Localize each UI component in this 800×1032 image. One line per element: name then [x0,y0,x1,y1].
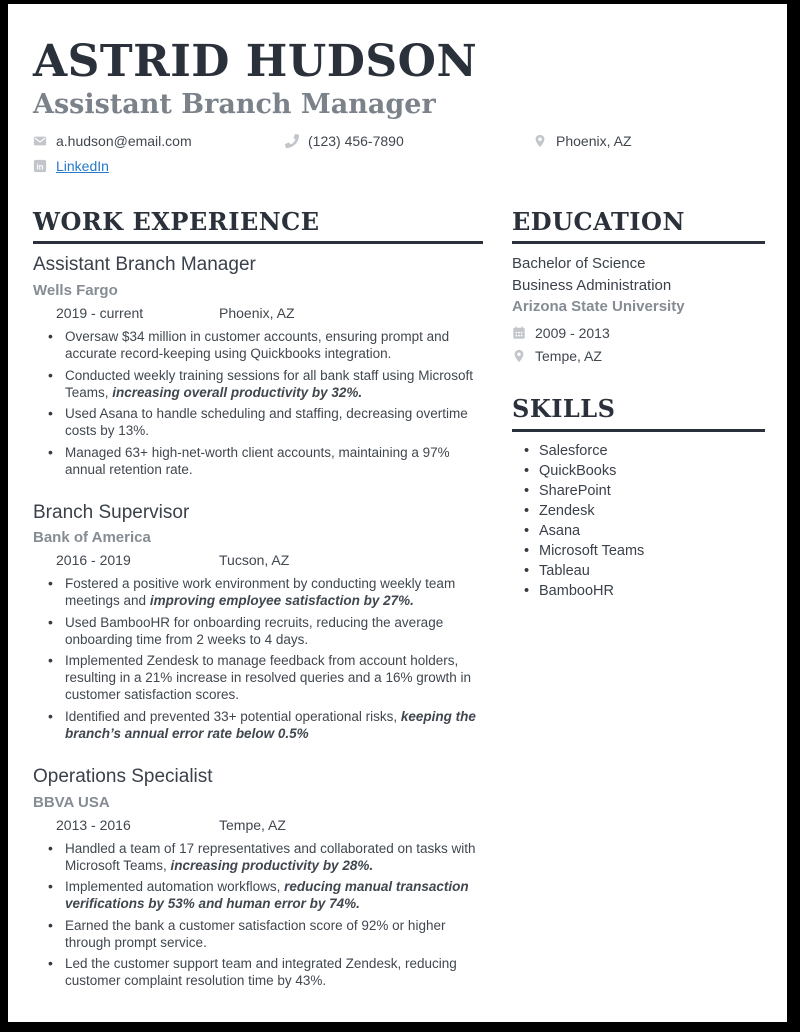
location-icon [196,553,210,567]
job-location: Tucson, AZ [219,552,290,569]
resume-header [33,36,765,174]
bullet-text: Conducted weekly training sessions for all bank staff using Microsoft Teams, [65,367,473,400]
job-dates-group [33,305,196,321]
job-entry [33,765,483,989]
skills-list [512,441,765,601]
work-experience-heading: WORK EXPERIENCE [33,208,483,245]
location-icon [512,349,526,363]
bullet-emphasis-text: improving employee satisfaction by 27%. [149,593,414,609]
education-school: Arizona State University [512,298,685,316]
job-location-group [196,817,286,833]
skills-heading: SKILLS [512,395,765,432]
job-meta-row [33,552,483,568]
job-dates: 2016 - 2019 [56,552,131,569]
job-bullet [65,955,483,989]
calendar-icon [33,818,47,832]
education-location: Tempe, AZ [535,347,602,364]
skills-section [512,395,765,601]
bullet-emphasis-text: increasing overall productivity by 32%. [112,384,363,400]
job-bullet [65,840,483,874]
contact-row [33,158,765,174]
job-location: Tempe, AZ [219,816,286,833]
education-field: Business Administration [512,276,672,294]
contact-item [533,133,632,149]
skill-item: • Asana [539,521,765,541]
skill-item: • BambooHR [539,581,765,601]
job-company: Wells Fargo [33,282,118,300]
skill-item: • Microsoft Teams [539,541,765,561]
location-icon [196,306,210,320]
job-bullet [65,444,483,478]
bullet-text: Earned the bank a customer satisfaction score of 92% or higher through prompt service. [65,917,446,950]
job-location-group [196,552,289,568]
candidate-name: ASTRID HUDSON [33,36,478,87]
job-bullet-list [33,575,483,742]
job-dates-group [33,817,196,833]
bullet-text: Used BambooHR for onboarding recruits, reducing the average onboarding time from 2 weeks to 4 days. [65,614,444,647]
skill-item: • QuickBooks [539,461,765,481]
job-company: Bank of America [33,529,151,547]
job-meta-row [33,817,483,833]
svg-text:in: in [36,162,44,172]
bullet-emphasis-text: increasing productivity by 28%. [170,857,374,873]
education-dates-row [512,325,765,341]
job-entry [33,253,483,477]
job-bullet [65,917,483,951]
contact-row [33,133,765,149]
job-company: BBVA USA [33,793,110,811]
skill-item: • Tableau [539,561,765,581]
job-location: Phoenix, AZ [219,305,295,322]
email-icon [33,134,47,148]
job-bullet [65,614,483,648]
job-bullet [65,367,483,401]
sidebar-column [512,208,765,1013]
skill-item: • Zendesk [539,501,765,521]
contact-item [33,158,109,174]
contact-text: (123) 456-7890 [308,132,404,149]
bullet-emphasis-text: keeping the branch’s annual error rate below 0.5% [65,708,476,741]
job-dates: 2019 - current [56,305,144,322]
work-experience-column [33,208,483,1013]
resume-page [8,4,787,1022]
job-entry [33,501,483,742]
job-bullet [65,878,483,912]
job-bullet [65,328,483,362]
job-meta-row [33,305,483,321]
job-title: Assistant Branch Manager [33,254,256,276]
candidate-job-title: Assistant Branch Manager [33,88,436,120]
job-bullet [65,405,483,439]
job-bullet [65,708,483,742]
education-heading: EDUCATION [512,208,765,245]
education-dates: 2009 - 2013 [535,324,610,341]
bullet-text: Identified and prevented 33+ potential operational risks, [65,708,401,724]
job-list [33,253,483,989]
skill-item: • Salesforce [539,441,765,461]
job-bullet-list [33,328,483,478]
job-dates-group [33,552,196,568]
location-icon [196,818,210,832]
job-location-group [196,305,295,321]
bullet-text: Used Asana to handle scheduling and staffing, decreasing overtime costs by 13%. [65,406,468,439]
contact-text: Phoenix, AZ [556,132,632,149]
calendar-icon [33,306,47,320]
bullet-text: Led the customer support team and integrated Zendesk, reducing customer complaint resolution time by 43%. [65,956,457,989]
job-bullet-list [33,840,483,990]
location-icon [533,134,547,148]
bullet-text: Handled a team of 17 representatives and collaborated on tasks with Microsoft Teams, [65,840,476,873]
job-bullet [65,575,483,609]
contact-text: a.hudson@email.com [56,132,192,149]
skill-item: • SharePoint [539,481,765,501]
education-degree: Bachelor of Science [512,255,646,273]
job-title: Operations Specialist [33,765,213,787]
bullet-text: Managed 63+ high-net-worth client accounts, maintaining a 97% annual retention rate. [65,444,450,477]
job-bullet [65,652,483,703]
job-title: Branch Supervisor [33,501,190,523]
bullet-emphasis-text: reducing manual transaction verifications by 53% and human error by 74%. [65,879,469,912]
calendar-icon [512,326,526,340]
education-location-row [512,348,765,364]
phone-icon [285,134,299,148]
contact-info [33,133,765,174]
linkedin-icon [33,159,47,173]
calendar-icon [33,553,47,567]
bullet-text: Implemented Zendesk to manage feedback from account holders, resulting in a 21% increase in resolved queries and a 16% growth in customer satisfaction scores. [65,653,471,703]
resume-body [33,208,765,1013]
contact-item [33,133,285,149]
bullet-text: Fostered a positive work environment by conducting weekly team meetings and [65,576,456,609]
job-dates: 2013 - 2016 [56,816,131,833]
work-experience-section [33,208,483,990]
bullet-text: Implemented automation workflows, [65,879,285,895]
bullet-text: Oversaw $34 million in customer accounts, ensuring prompt and accurate record-keeping using Quickbooks integration. [65,329,450,362]
linkedin-link[interactable]: LinkedIn [56,157,109,174]
education-section [512,208,765,364]
contact-item [285,133,533,149]
